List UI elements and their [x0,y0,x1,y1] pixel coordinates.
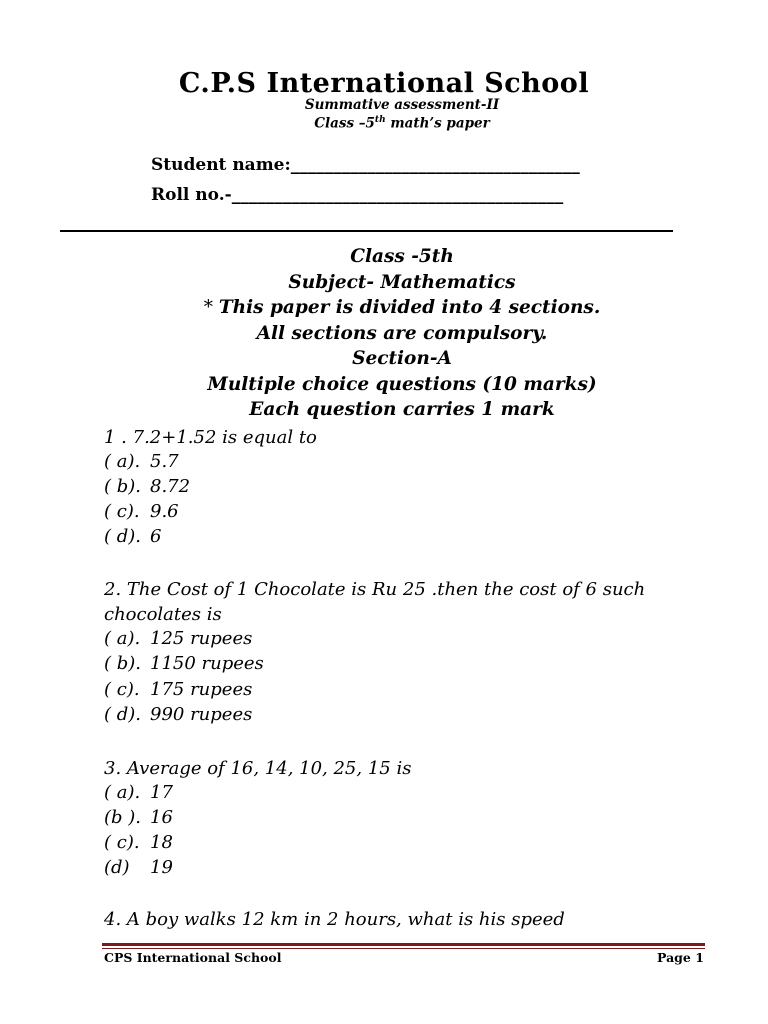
option-value: 1150 rupees [150,653,264,674]
roll-no-label: Roll no.- [151,185,232,205]
option-label: ( b). [104,476,142,497]
subject-heading: Subject- Mathematics [288,272,516,293]
q3-option-d [104,857,173,878]
q1-option-a [104,451,179,472]
footer-rule-thin [102,948,705,949]
question-4: 4. A boy walks 12 km in 2 hours, what is his speed [104,909,565,930]
q2-option-c [104,679,252,700]
class-line-suffix: math’s paper [390,115,490,132]
question-1: 1 . 7.2+1.52 is equal to [104,427,317,448]
marks-heading: Each question carries 1 mark [249,399,555,420]
paper-note [0,297,768,318]
option-label: ( a). [104,782,141,803]
footer-page-number: Page 1 [657,950,704,965]
option-value: 18 [150,832,173,853]
option-value: 9.6 [150,501,179,522]
option-value: 8.72 [150,476,191,497]
q1-option-c [104,501,179,522]
option-value: 16 [150,807,173,828]
note-text: This paper is divided into 4 sections. [218,297,601,318]
class-line-sup: th [374,115,386,125]
q3-option-c [104,832,173,853]
option-label: ( d). [104,526,142,547]
header-divider [60,230,673,232]
option-label: ( d). [104,704,142,725]
option-label: (d) [104,857,130,878]
q1-option-b [104,476,190,497]
class-line-prefix: Class –5 [314,115,375,132]
option-label: ( b). [104,653,142,674]
roll-no-field [151,185,563,205]
option-value: 5.7 [150,451,179,472]
option-value: 175 rupees [150,679,253,700]
section-heading: Section-A [352,348,452,369]
option-label: ( a). [104,628,141,649]
student-name-label: Student name: [151,155,291,175]
option-label: ( c). [104,832,140,853]
note-star: * [203,297,219,318]
question-2: 2. The Cost of 1 Chocolate is Ru 25 .then the cost of 6 such [104,579,646,600]
option-value: 17 [150,782,173,803]
class-heading: Class -5th [350,246,454,267]
option-label: ( c). [104,501,140,522]
option-value: 990 rupees [150,704,253,725]
option-label: ( a). [104,451,141,472]
student-name-field [151,155,580,175]
q2-option-b [104,653,264,674]
q2-option-a [104,628,252,649]
q2-option-d [104,704,252,725]
assessment-subtitle: Summative assessment-II [304,97,500,113]
option-value: 125 rupees [150,628,253,649]
footer-rule [102,943,705,946]
question-2-continued: chocolates is [104,604,222,625]
q1-option-d [104,526,161,547]
q3-option-b [104,807,173,828]
option-value: 6 [150,526,162,547]
question-3: 3. Average of 16, 14, 10, 25, 15 is [104,758,412,779]
student-name-blank: __________________________________ [290,155,580,175]
option-label: ( c). [104,679,140,700]
q3-option-a [104,782,173,803]
option-value: 19 [150,857,173,878]
footer-school-name: CPS International School [104,950,282,965]
class-paper-line [0,115,768,132]
compulsory-note: All sections are compulsory. [256,323,548,344]
school-title: C.P.S International School [178,68,590,99]
roll-no-blank: _______________________________________ [231,185,564,205]
mcq-heading: Multiple choice questions (10 marks) [207,374,597,395]
option-label: (b ). [104,807,142,828]
